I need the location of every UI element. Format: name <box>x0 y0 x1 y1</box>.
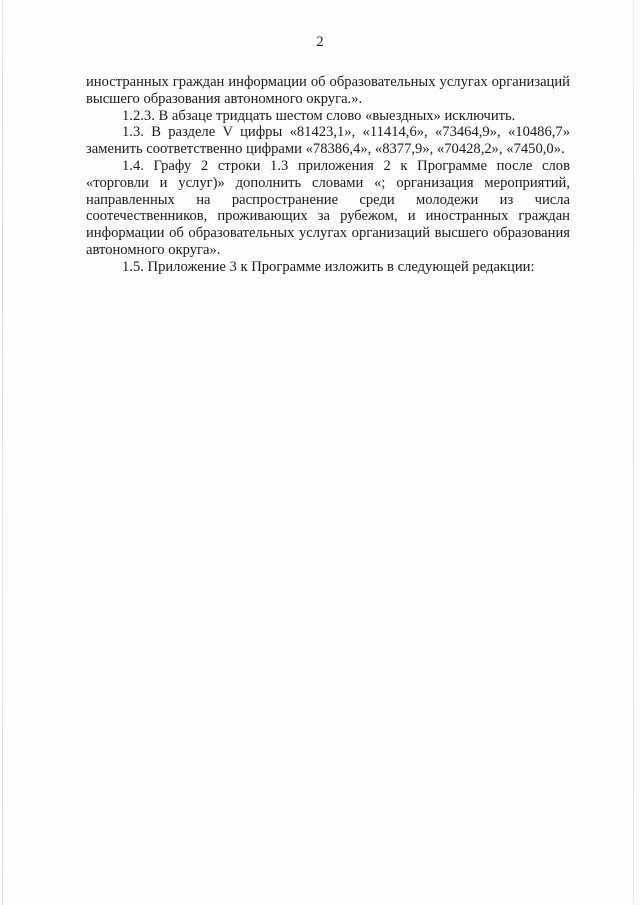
paragraph-item-1-4: 1.4. Графу 2 строки 1.3 приложения 2 к Программе после слов «торговли и услуг)» дополнить словами «; организация мероприятий, направленных на распространение среди молодежи из числа соотечественников, проживающих за рубежом, и иностранных граждан информации об образовательных услугах организаций высшего образования автономного округа». <box>86 157 570 258</box>
paragraph-item-1-2-3: 1.2.3. В абзаце тридцать шестом слово «выездных» исключить. <box>122 107 516 124</box>
scan-edge-left <box>2 0 3 905</box>
document-body <box>86 74 570 276</box>
paragraph-continuation: иностранных граждан информации об образовательных услугах организаций высшего образования автономного округа.». <box>86 74 570 107</box>
paragraph-item-1-5: 1.5. Приложение 3 к Программе изложить в следующей редакции: <box>122 258 535 275</box>
page-number: 2 <box>316 34 324 50</box>
paragraph-item-1-3: 1.3. В разделе V цифры «81423,1», «11414,6», «73464,9», «10486,7» заменить соответственно цифрами «78386,4», «8377,9», «70428,2», «7450,0». <box>86 124 570 158</box>
scan-edge-right <box>633 0 634 905</box>
